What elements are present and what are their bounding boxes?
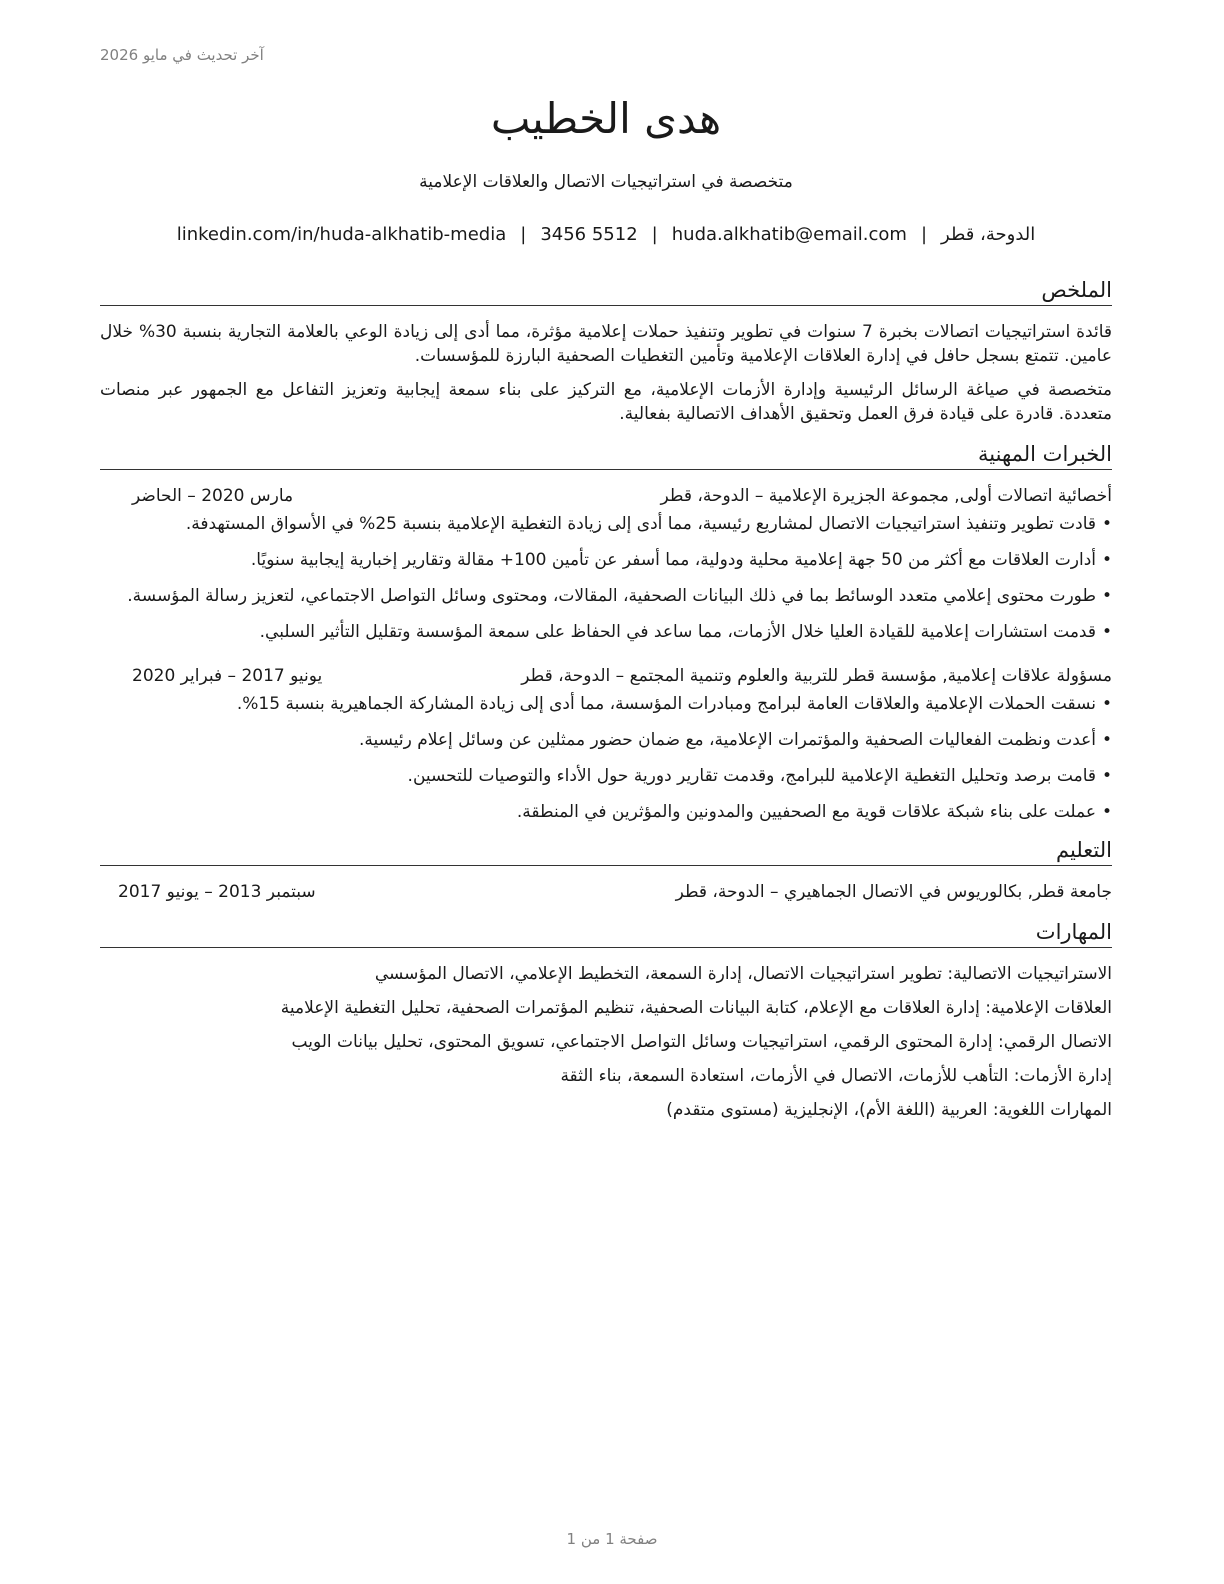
job-header [100,664,1112,688]
skill-line: الاتصال الرقمي: إدارة المحتوى الرقمي، استراتيجيات وسائل التواصل الاجتماعي، تسويق المحتوى، تحليل بيانات الويب [291,1032,1112,1052]
job-dates: يونيو 2017 – فبراير 2020 [132,666,323,686]
contact-separator: | [920,224,928,245]
page-number: صفحة 1 من 1 [566,1530,658,1548]
job-bullets [100,692,1112,824]
education-degree: جامعة قطر, بكالوريوس في الاتصال الجماهيري – الدوحة، قطر [675,882,1112,902]
job-bullets [100,512,1112,644]
last-updated-note: آخر تحديث في مايو 2026 [100,46,264,64]
job-bullet: • نسقت الحملات الإعلامية والعلاقات العامة لبرامج ومبادرات المؤسسة، مما أدى إلى زيادة المشاركة الجماهيرية بنسبة 15%. [100,692,1112,716]
job-bullet: • أعدت ونظمت الفعاليات الصحفية والمؤتمرات الإعلامية، مع ضمان حضور ممثلين عن وسائل إعلام رئيسية. [100,728,1112,752]
experience-heading: الخبرات المهنية [100,440,1112,470]
job-entry [100,664,1112,824]
resume-body [100,276,1112,1132]
skill-line: المهارات اللغوية: العربية (اللغة الأم)، الإنجليزية (مستوى متقدم) [666,1100,1112,1120]
experience-section [100,440,1112,824]
skills-list [100,962,1112,1122]
summary-section [100,276,1112,426]
job-dates: مارس 2020 – الحاضر [132,486,294,506]
education-dates: سبتمبر 2013 – يونيو 2017 [118,882,316,902]
education-section [100,836,1112,904]
contact-email[interactable]: huda.alkhatib@email.com [671,224,907,245]
job-bullet: • قدمت استشارات إعلامية للقيادة العليا خلال الأزمات، مما ساعد في الحفاظ على سمعة المؤسسة وتقليل التأثير السلبي. [100,620,1112,644]
education-entry [100,880,1112,904]
job-bullet: • قامت برصد وتحليل التغطية الإعلامية للبرامج، وقدمت تقارير دورية حول الأداء والتوصيات للتحسين. [100,764,1112,788]
contact-line [100,222,1112,248]
summary-paragraph: متخصصة في صياغة الرسائل الرئيسية وإدارة الأزمات الإعلامية، مع التركيز على بناء سمعة إيجابية وتعزيز التفاعل مع الجمهور عبر منصات متعددة. قادرة على قيادة فرق العمل وتحقيق الأهداف الاتصالية بفعالية. [100,380,1112,424]
summary-heading: الملخص [100,276,1112,306]
job-bullet: • قادت تطوير وتنفيذ استراتيجيات الاتصال لمشاريع رئيسية، مما أدى إلى زيادة التغطية الإعلامية بنسبة 25% في الأسواق المستهدفة. [100,512,1112,536]
job-header [100,484,1112,508]
skills-section [100,918,1112,1122]
job-title: مسؤولة علاقات إعلامية, مؤسسة قطر للتربية والعلوم وتنمية المجتمع – الدوحة، قطر [521,666,1112,686]
job-bullet: • طورت محتوى إعلامي متعدد الوسائط بما في ذلك البيانات الصحفية، المقالات، ومحتوى وسائل التواصل الاجتماعي، لتعزيز رسالة المؤسسة. [100,584,1112,608]
contact-location: الدوحة، قطر [941,224,1036,245]
job-title: أخصائية اتصالات أولى, مجموعة الجزيرة الإعلامية – الدوحة، قطر [660,486,1112,506]
candidate-name: هدى الخطيب [490,94,722,143]
skill-line: الاستراتيجيات الاتصالية: تطوير استراتيجيات الاتصال، إدارة السمعة، التخطيط الإعلامي، الاتصال المؤسسي [374,964,1112,984]
skill-line: إدارة الأزمات: التأهب للأزمات، الاتصال في الأزمات، استعادة السمعة، بناء الثقة [560,1066,1112,1086]
job-entry [100,484,1112,644]
resume-page [100,0,1112,1584]
job-bullet: • عملت على بناء شبكة علاقات قوية مع الصحفيين والمدونين والمؤثرين في المنطقة. [100,800,1112,824]
job-bullet: • أدارت العلاقات مع أكثر من 50 جهة إعلامية محلية ودولية، مما أسفر عن تأمين 100+ مقالة وتقارير إخبارية إيجابية سنويًا. [100,548,1112,572]
skill-line: العلاقات الإعلامية: إدارة العلاقات مع الإعلام، كتابة البيانات الصحفية، تنظيم المؤتمرات الصحفية، تحليل التغطية الإعلامية [280,998,1112,1018]
skills-heading: المهارات [100,918,1112,948]
education-heading: التعليم [100,836,1112,866]
contact-phone: 3456 5512 [540,224,638,245]
contact-separator: | [651,224,658,245]
candidate-tagline: متخصصة في استراتيجيات الاتصال والعلاقات الإعلامية [419,172,793,192]
contact-separator: | [520,224,527,245]
contact-linkedin[interactable]: linkedin.com/in/huda-alkhatib-media [176,224,507,245]
summary-paragraph: قائدة استراتيجيات اتصالات بخبرة 7 سنوات في تطوير وتنفيذ حملات إعلامية مؤثرة، مما أدى إلى زيادة الوعي بالعلامة التجارية بنسبة 30% خلال عامين. تتمتع بسجل حافل في إدارة العلاقات الإعلامية وتأمين التغطيات الصحفية البارزة للمؤسسات. [100,322,1113,366]
